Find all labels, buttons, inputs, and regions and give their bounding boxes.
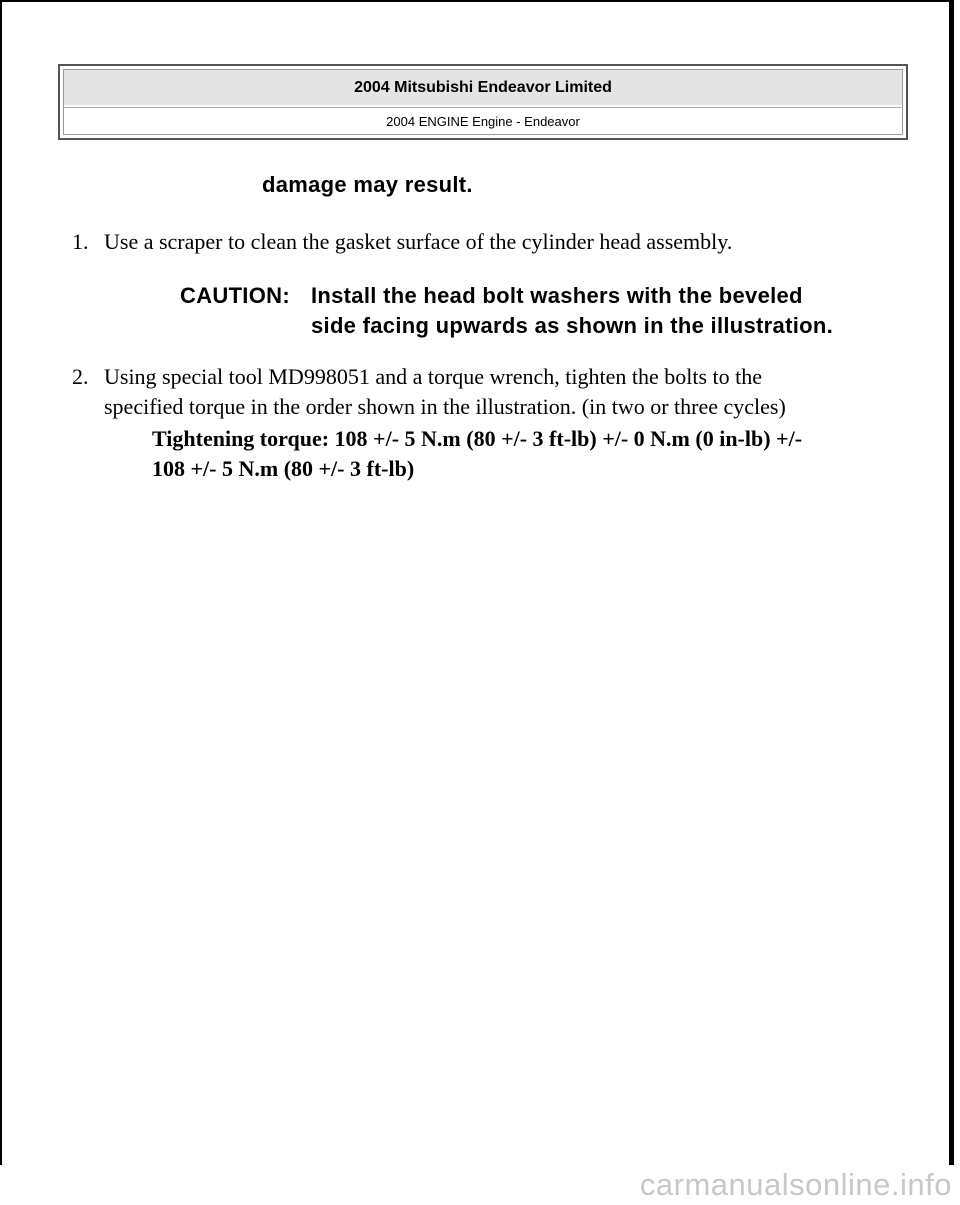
step-1 [72,227,892,257]
header-inner [63,69,903,135]
header-subtitle: 2004 ENGINE Engine - Endeavor [64,107,902,134]
footer [0,1165,960,1205]
tightening-torque-spec [152,424,912,484]
header-title: 2004 Mitsubishi Endeavor Limited [64,70,902,107]
caution-line-2: side facing upwards as shown in the illustration. [311,313,833,338]
document-header [58,64,908,140]
torque-line-2: 108 +/- 5 N.m (80 +/- 3 ft-lb) [152,456,415,481]
watermark-text: carmanualsonline.info [639,1167,952,1202]
step-2-line-2: specified torque in the order shown in the illustration. (in two or three cycles) [104,394,786,419]
step-2-number: 2. [72,364,89,389]
torque-line-1: Tightening torque: 108 +/- 5 N.m (80 +/- 3 ft-lb) +/- 0 N.m (0 in-lb) +/- [152,426,803,451]
step-2 [72,362,892,422]
step-2-line-1: Using special tool MD998051 and a torque wrench, tighten the bolts to the [104,364,763,389]
damage-warning-text: damage may result. [262,172,473,197]
step-1-text: Use a scraper to clean the gasket surface of the cylinder head assembly. [104,229,733,254]
step-1-number: 1. [72,229,89,254]
caution-line-1: Install the head bolt washers with the beveled [311,283,803,308]
caution-label: CAUTION: [180,283,290,308]
